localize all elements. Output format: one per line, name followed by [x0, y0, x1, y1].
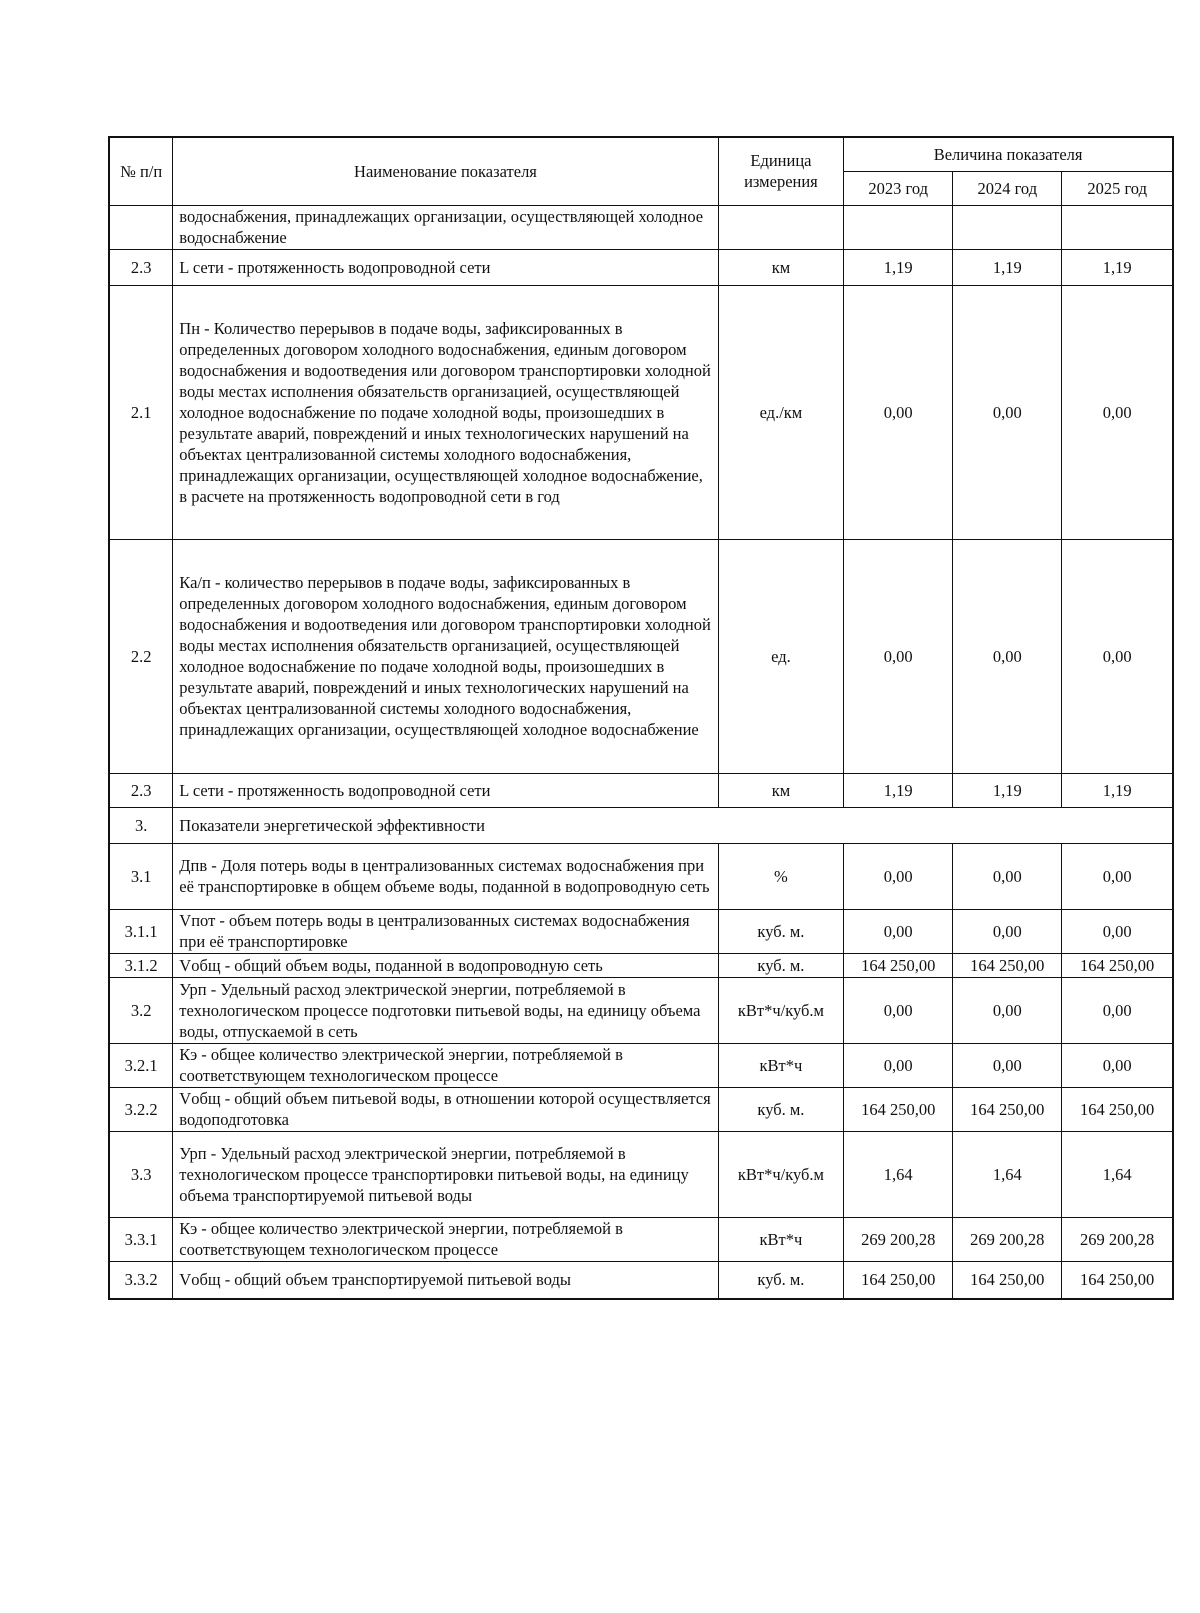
row-value-2024: 0,00 — [953, 909, 1062, 953]
row-value-2024: 269 200,28 — [953, 1217, 1062, 1261]
row-unit: кВт*ч/куб.м — [718, 977, 844, 1043]
row-name: Кэ - общее количество электрической энергии, потребляемой в соответствующем технологическом процессе — [173, 1043, 718, 1087]
row-unit — [718, 205, 844, 249]
row-unit: куб. м. — [718, 953, 844, 977]
table-row — [109, 285, 1173, 539]
row-value-2025: 164 250,00 — [1062, 1087, 1173, 1131]
row-name: Пн - Количество перерывов в подаче воды, зафиксированных в определенных договором холодного водоснабжения, единым договором водоснабжения и водоотведения или договором транспортировки холодной воды местах исполнения обязательств организацией, осуществляющей холодное водоснабжение по подаче холодной воды, произошедших в результате аварий, повреждений и иных технологических нарушений на объектах централизованной системы холодного водоснабжения, принадлежащих организации, осуществляющей холодное водоснабжение, в расчете на протяженность водопроводной сети в год — [173, 285, 718, 539]
row-value-2024: 1,19 — [953, 773, 1062, 807]
row-num: 3.3.1 — [109, 1217, 173, 1261]
row-num: 2.2 — [109, 539, 173, 773]
table-row — [109, 1043, 1173, 1087]
row-value-2024: 1,19 — [953, 249, 1062, 285]
row-num: 2.3 — [109, 249, 173, 285]
table-row — [109, 909, 1173, 953]
row-unit: кВт*ч/куб.м — [718, 1131, 844, 1217]
header-year: 2024 год — [953, 171, 1062, 205]
row-num: 3.3 — [109, 1131, 173, 1217]
row-value-2024: 0,00 — [953, 1043, 1062, 1087]
section-num: 3. — [109, 807, 173, 843]
row-name: Vобщ - общий объем транспортируемой питьевой воды — [173, 1261, 718, 1299]
row-num: 3.1.1 — [109, 909, 173, 953]
row-num: 2.3 — [109, 773, 173, 807]
indicators-table — [108, 136, 1174, 1300]
table-row — [109, 953, 1173, 977]
row-unit: % — [718, 843, 844, 909]
row-value-2025: 0,00 — [1062, 285, 1173, 539]
row-unit: куб. м. — [718, 1261, 844, 1299]
section-title: Показатели энергетической эффективности — [173, 807, 1173, 843]
row-value-2024: 1,64 — [953, 1131, 1062, 1217]
row-unit: куб. м. — [718, 1087, 844, 1131]
row-value-2025 — [1062, 205, 1173, 249]
row-value-2023 — [844, 205, 953, 249]
row-value-2025: 0,00 — [1062, 539, 1173, 773]
row-unit: км — [718, 249, 844, 285]
row-value-2023: 0,00 — [844, 909, 953, 953]
row-name: Урп - Удельный расход электрической энергии, потребляемой в технологическом процессе подготовки питьевой воды, на единицу объема воды, отпускаемой в сеть — [173, 977, 718, 1043]
table-row — [109, 977, 1173, 1043]
row-value-2025: 0,00 — [1062, 1043, 1173, 1087]
row-value-2025: 0,00 — [1062, 843, 1173, 909]
row-value-2025: 1,64 — [1062, 1131, 1173, 1217]
row-value-2023: 269 200,28 — [844, 1217, 953, 1261]
row-value-2025: 0,00 — [1062, 977, 1173, 1043]
row-name: L сети - протяженность водопроводной сети — [173, 249, 718, 285]
row-name: Vпот - объем потерь воды в централизованных системах водоснабжения при её транспортировке — [173, 909, 718, 953]
header-num: № п/п — [109, 137, 173, 205]
row-num: 3.1.2 — [109, 953, 173, 977]
row-value-2023: 1,19 — [844, 773, 953, 807]
table-row — [109, 843, 1173, 909]
row-value-2025: 0,00 — [1062, 909, 1173, 953]
row-value-2024: 164 250,00 — [953, 1261, 1062, 1299]
section-row — [109, 807, 1173, 843]
row-num: 3.2.1 — [109, 1043, 173, 1087]
row-value-2024: 0,00 — [953, 843, 1062, 909]
row-value-2023: 164 250,00 — [844, 1087, 953, 1131]
table-row — [109, 1131, 1173, 1217]
row-value-2025: 1,19 — [1062, 249, 1173, 285]
row-value-2023: 0,00 — [844, 843, 953, 909]
header-year: 2025 год — [1062, 171, 1173, 205]
row-name: Vобщ - общий объем воды, поданной в водопроводную сеть — [173, 953, 718, 977]
row-name: L сети - протяженность водопроводной сети — [173, 773, 718, 807]
row-value-2024: 0,00 — [953, 285, 1062, 539]
row-name: Урп - Удельный расход электрической энергии, потребляемой в технологическом процессе транспортировки питьевой воды, на единицу объема транспортируемой питьевой воды — [173, 1131, 718, 1217]
row-name: Кэ - общее количество электрической энергии, потребляемой в соответствующем технологическом процессе — [173, 1217, 718, 1261]
row-value-2025: 1,19 — [1062, 773, 1173, 807]
row-num: 2.1 — [109, 285, 173, 539]
row-value-2023: 0,00 — [844, 977, 953, 1043]
row-unit: ед. — [718, 539, 844, 773]
table-row — [109, 1217, 1173, 1261]
table-row — [109, 773, 1173, 807]
table-row — [109, 249, 1173, 285]
table-row — [109, 539, 1173, 773]
row-value-2023: 0,00 — [844, 285, 953, 539]
row-value-2025: 164 250,00 — [1062, 1261, 1173, 1299]
row-num: 3.3.2 — [109, 1261, 173, 1299]
row-name: Vобщ - общий объем питьевой воды, в отношении которой осуществляется водоподготовка — [173, 1087, 718, 1131]
row-value-2025: 269 200,28 — [1062, 1217, 1173, 1261]
row-num: 3.2 — [109, 977, 173, 1043]
table-row — [109, 1087, 1173, 1131]
row-num — [109, 205, 173, 249]
row-value-2023: 1,64 — [844, 1131, 953, 1217]
row-value-2023: 164 250,00 — [844, 1261, 953, 1299]
row-name: Дпв - Доля потерь воды в централизованных системах водоснабжения при её транспортировке в общем объеме воды, поданной в водопроводную сеть — [173, 843, 718, 909]
row-num: 3.1 — [109, 843, 173, 909]
row-name: водоснабжения, принадлежащих организации, осуществляющей холодное водоснабжение — [173, 205, 718, 249]
row-value-2023: 164 250,00 — [844, 953, 953, 977]
table-row — [109, 205, 1173, 249]
row-value-2023: 0,00 — [844, 539, 953, 773]
row-unit: км — [718, 773, 844, 807]
header-year: 2023 год — [844, 171, 953, 205]
row-unit: кВт*ч — [718, 1217, 844, 1261]
row-value-2023: 1,19 — [844, 249, 953, 285]
row-value-2024: 0,00 — [953, 977, 1062, 1043]
header-value-group: Величина показателя — [844, 137, 1173, 171]
row-value-2024: 164 250,00 — [953, 953, 1062, 977]
header-name: Наименование показателя — [173, 137, 718, 205]
row-unit: кВт*ч — [718, 1043, 844, 1087]
row-unit: ед./км — [718, 285, 844, 539]
row-value-2023: 0,00 — [844, 1043, 953, 1087]
header-unit: Единица измерения — [718, 137, 844, 205]
row-value-2024: 0,00 — [953, 539, 1062, 773]
row-name: Ка/п - количество перерывов в подаче воды, зафиксированных в определенных договором холодного водоснабжения, единым договором водоснабжения и водоотведения или договором транспортировки холодной воды местах исполнения обязательств организацией, осуществляющей холодное водоснабжение по подаче холодной воды, произошедших в результате аварий, повреждений и иных технологических нарушений на объектах централизованной системы холодного водоснабжения, принадлежащих организации, осуществляющей холодное водоснабжение — [173, 539, 718, 773]
table-row — [109, 1261, 1173, 1299]
row-value-2025: 164 250,00 — [1062, 953, 1173, 977]
row-num: 3.2.2 — [109, 1087, 173, 1131]
row-value-2024 — [953, 205, 1062, 249]
row-value-2024: 164 250,00 — [953, 1087, 1062, 1131]
row-unit: куб. м. — [718, 909, 844, 953]
